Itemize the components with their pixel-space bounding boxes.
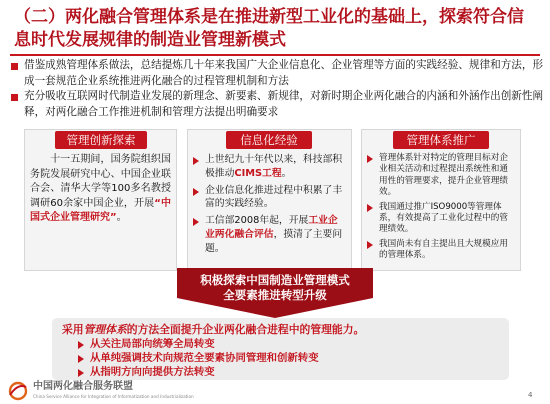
- list-item: [78, 337, 498, 351]
- triangle-bullet-icon: [193, 157, 199, 165]
- conclusion-prefix: 采用: [62, 323, 84, 336]
- item-text: 从指明方向向提供方法转变: [90, 366, 215, 378]
- item-text-end: 。: [281, 167, 292, 179]
- footer-org-name: 中国两化融合服务联盟: [33, 381, 133, 392]
- center-banner: [175, 273, 375, 303]
- conclusion-highlight: 管理体系: [83, 323, 127, 336]
- center-banner-line1: 积极探索中国制造业管理模式: [200, 273, 350, 287]
- management-system-tag: 管理体系推广: [393, 131, 489, 149]
- triangle-bullet-icon: [78, 341, 84, 349]
- conclusion-list: [78, 337, 498, 379]
- square-bullet-icon: [11, 63, 18, 70]
- management-system-list: [367, 153, 515, 265]
- square-bullet-icon: [11, 94, 18, 101]
- innovation-text-end: 。: [116, 212, 127, 224]
- list-item: [78, 365, 498, 379]
- triangle-bullet-icon: [78, 355, 84, 363]
- informatization-experience-tag: 信息化经验: [226, 131, 312, 149]
- list-item: [367, 239, 515, 262]
- triangle-bullet-icon: [367, 204, 373, 212]
- intro-bullet-1: [10, 58, 546, 89]
- alliance-logo-icon: [6, 381, 30, 401]
- item-text: 工信部2008年起，开展: [205, 215, 309, 227]
- item-highlight: CIMS工程: [234, 167, 282, 179]
- intro-bullet-text: 借鉴成熟管理体系做法，总结提炼几十年来我国广大企业信息化、企业管理等方面的实践经验、规律和方法，形成一套规范企业系统推进两化融合的过程管理机制和方法: [24, 59, 544, 87]
- item-text: 从单纯强调技术向规范全要素协同管理和创新转变: [90, 352, 319, 364]
- intro-bullet-text: 充分吸收互联网时代制造业发展的新理念、新要素、新规律，对新时期企业两化融合的内涵和外涵作出创新性阐释，对两化融合工作推进机制和管理方法提出明确要求: [24, 90, 544, 118]
- triangle-bullet-icon: [193, 188, 199, 196]
- list-item: [367, 202, 515, 236]
- triangle-bullet-icon: [78, 369, 84, 377]
- conclusion-suffix: 的方法全面提升企业两化融合进程中的管理能力。: [126, 323, 365, 336]
- list-item: [193, 153, 346, 181]
- list-item: [367, 153, 515, 199]
- triangle-bullet-icon: [367, 155, 373, 163]
- item-text: 从关注局部向统筹全局转变: [90, 338, 215, 350]
- page-number: 4: [528, 391, 533, 399]
- management-innovation-tag: 管理创新探索: [55, 131, 147, 149]
- list-item: [78, 351, 498, 365]
- triangle-bullet-icon: [193, 218, 199, 226]
- item-text: 上世纪九十年代以来，科技部积极推动: [205, 154, 343, 179]
- title-divider: [10, 54, 540, 56]
- item-text-end: ，摸清了主要问题。: [205, 228, 343, 254]
- list-item: [193, 214, 346, 255]
- intro-bullets: [10, 58, 546, 120]
- management-innovation-text: [30, 153, 171, 226]
- center-banner-line2: 全要素推进转型升级: [223, 288, 327, 302]
- list-item: [193, 184, 346, 212]
- innovation-text-body: 十一五期间，国务院组织国务院发展研究中心、中国企业联合会、清华大学等100多名教授调研60余家中国企业，开展: [30, 154, 171, 209]
- item-text: 我国尚未有自主提出且大规模应用的管理体系。: [379, 238, 508, 261]
- innovation-text-highlight: “中国式企业管理研究”: [30, 197, 171, 224]
- item-text: 企业信息化推进过程中积累了丰富的实践经验。: [205, 184, 343, 210]
- item-text: 管理体系针对特定的管理目标对企业相关活动和过程提出系统性和通用性的管理要求，提升企业管理绩效。: [379, 153, 508, 198]
- slide-title: （二）两化融合管理体系是在推进新型工业化的基础上，探索符合信息时代发展规律的制造业管理新模式: [14, 7, 524, 50]
- informatization-experience-list: [193, 153, 346, 259]
- footer-org-name-en: China Service Alliance for Integration of Informatization and Industrialization: [33, 394, 194, 399]
- item-text: 我国通过推广ISO9000等管理体系，有效提高了工业化过程中的管理绩效。: [379, 201, 508, 235]
- triangle-bullet-icon: [367, 241, 373, 249]
- conclusion-title: [62, 323, 502, 337]
- item-highlight: 工业企业两化融合评估: [205, 215, 338, 240]
- intro-bullet-2: [10, 89, 546, 120]
